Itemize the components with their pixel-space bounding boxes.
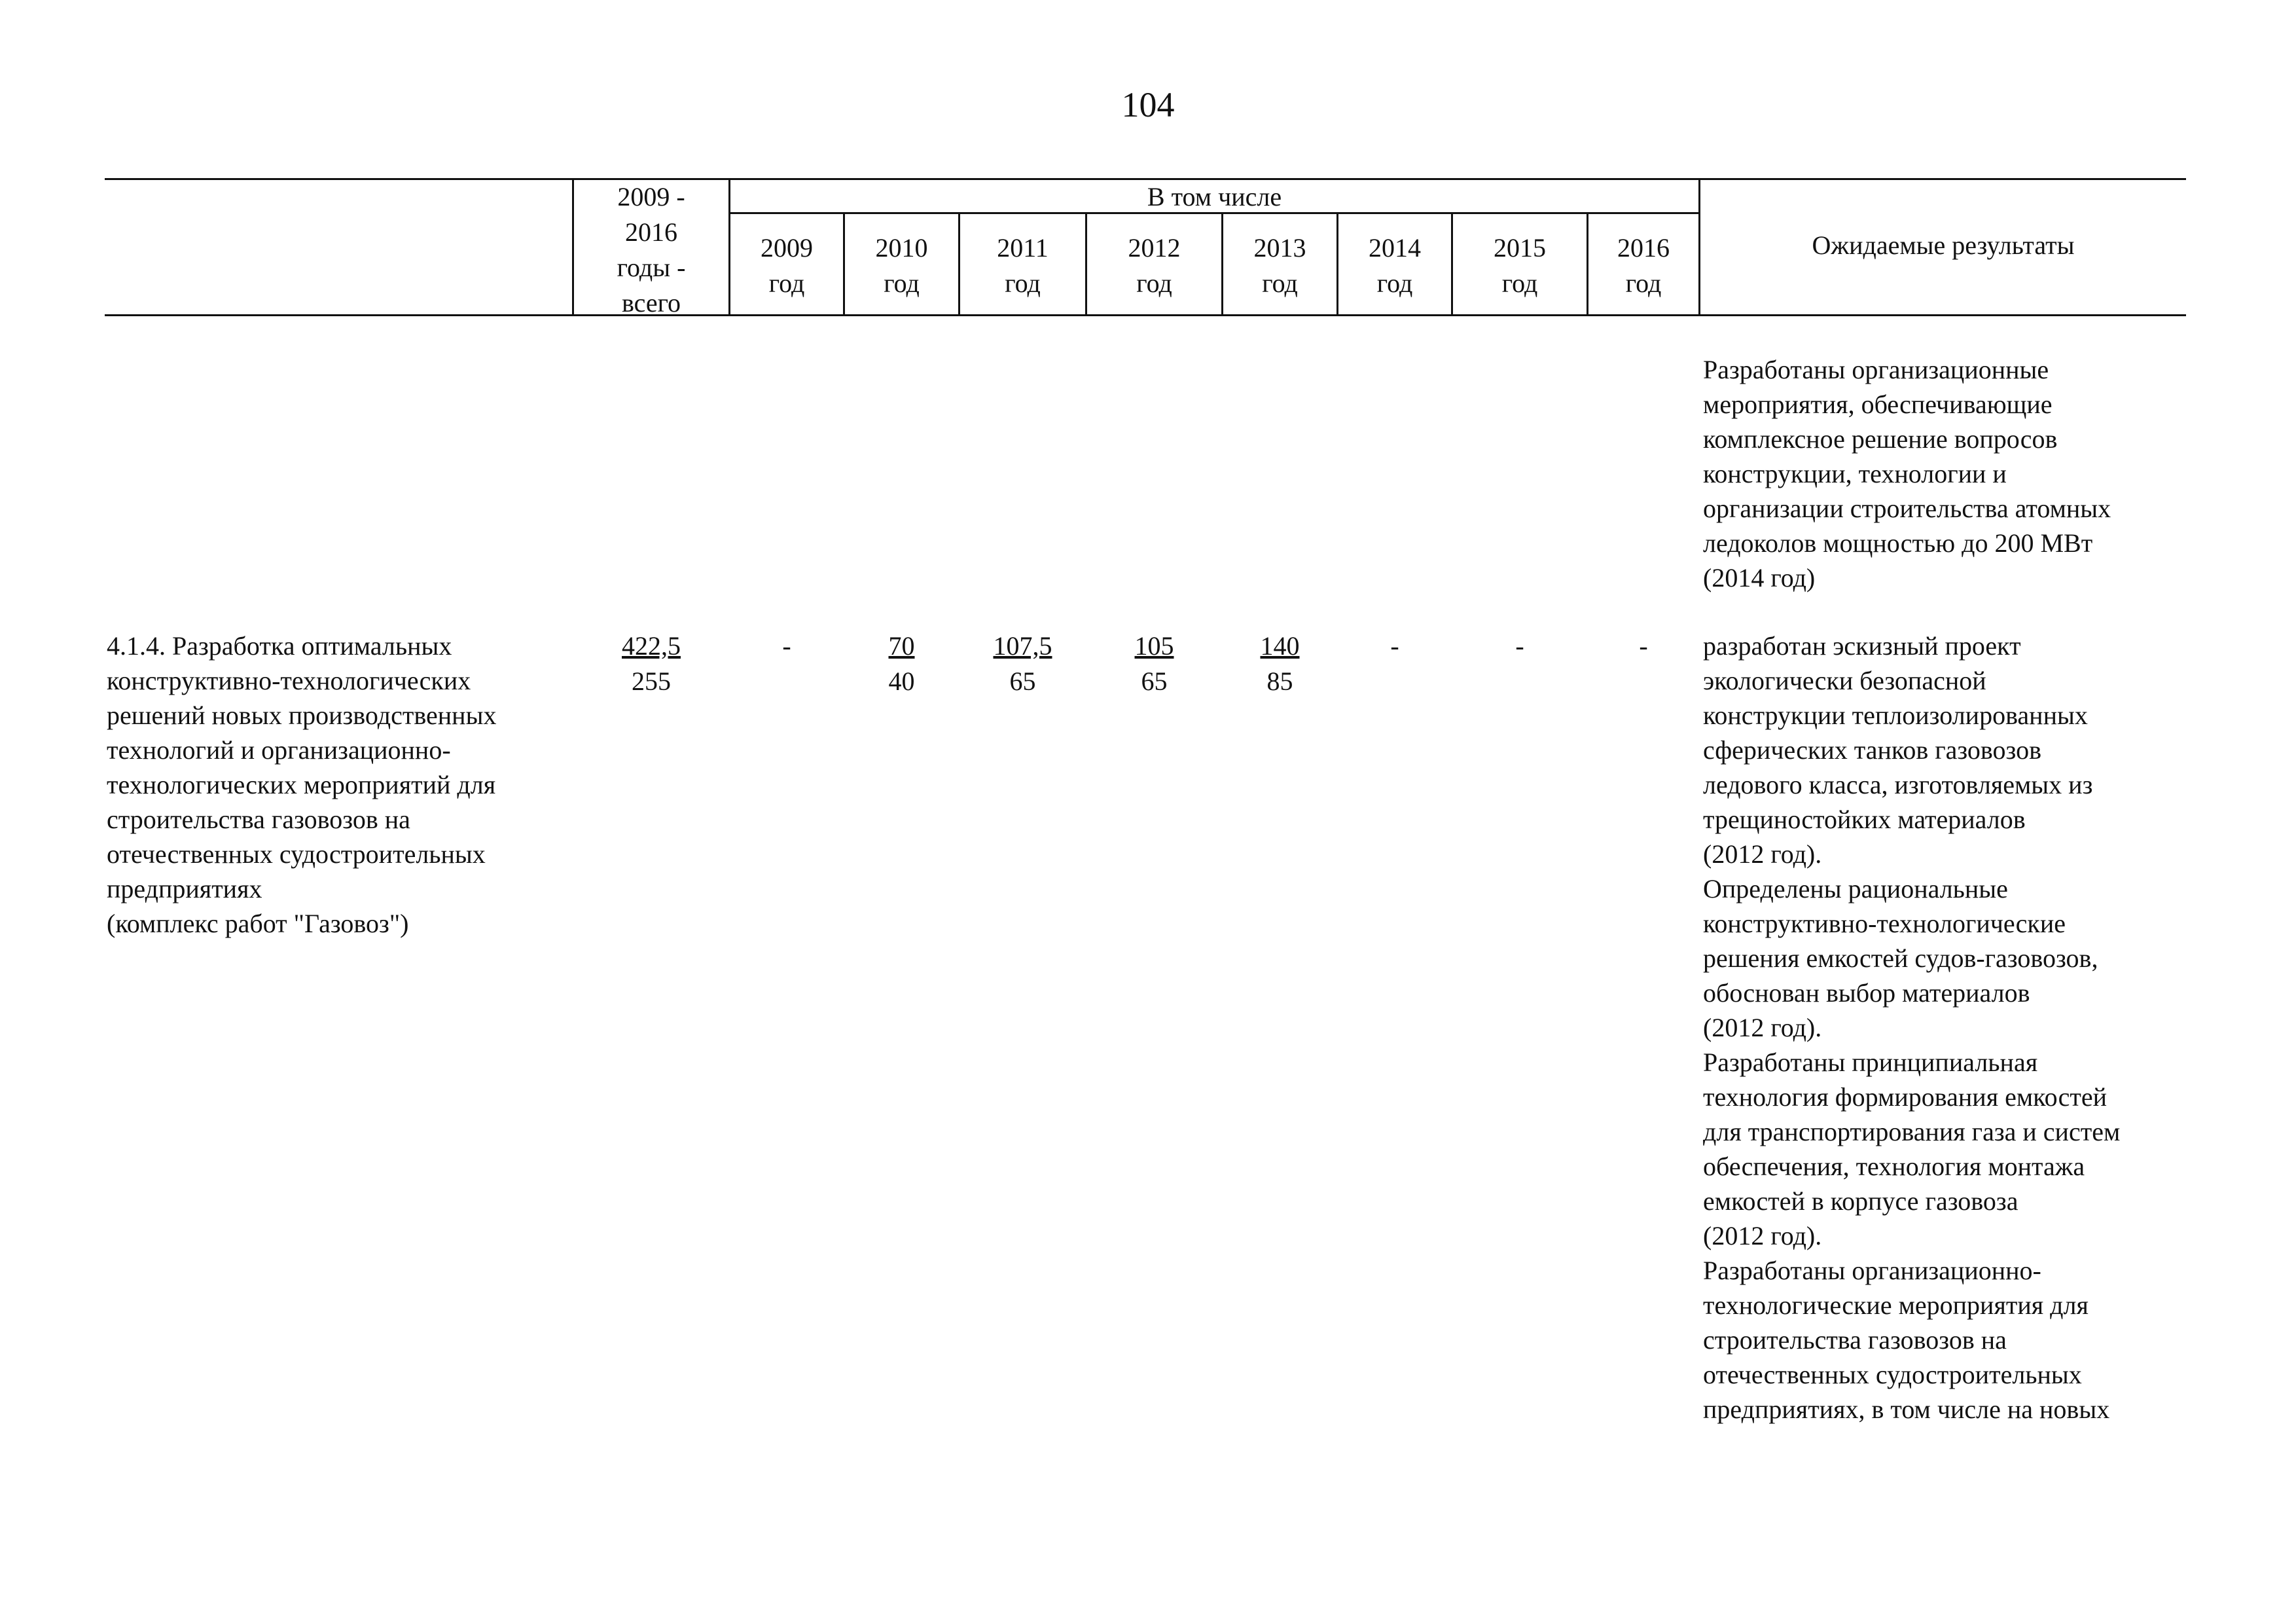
header-year-2011: 2011 год: [997, 233, 1049, 298]
value-2015: -: [1515, 631, 1524, 661]
value-2014: -: [1390, 631, 1399, 661]
value-2012: 105 65: [1134, 631, 1174, 696]
task-description: 4.1.4. Разработка оптимальных конструктивно-технологических решений новых производственных технологий и организационно- технологических мероприятий для строительства газовозов на отечественных судостроительных предприятиях (комплекс работ "Газовоз"): [107, 631, 497, 938]
value-2016: -: [1639, 631, 1648, 661]
table-header-bottom-rule: [105, 314, 2186, 316]
header-including: В том числе: [1147, 182, 1282, 211]
header-year-2016: 2016 год: [1617, 233, 1670, 298]
header-year-2012: 2012 год: [1128, 233, 1181, 298]
header-year-2009: 2009 год: [761, 233, 813, 298]
value-total: 422,5 255: [622, 631, 681, 696]
header-expected-results: Ожидаемые результаты: [1812, 230, 2075, 260]
value-2011: 107,5 65: [993, 631, 1052, 696]
previous-result-text: Разработаны организационные мероприятия, обеспечивающие комплексное решение вопросов конструкции, технологии и организации строительства атомных ледоколов мощностью до 200 МВт (2014 год): [1703, 355, 2111, 593]
page-number: 104: [1121, 85, 1175, 124]
header-year-2010: 2010 год: [875, 233, 928, 298]
header-year-2013: 2013 год: [1253, 233, 1306, 298]
expected-result-text: разработан эскизный проект экологически безопасной конструкции теплоизолированных сферических танков газовозов ледового класса, изготовляемых из трещиностойких материалов (2012 год). Определены рациональные конструктивно-технологические решения емкостей судов-газовозов, обоснован выбор материалов (2012 год). Разработаны принципиальная технология формирования емкостей для транспортирования газа и систем обеспечения, технология монтажа емкостей в корпусе газовоза (2012 год). Разработаны организационно- технологические мероприятия для строительства газовозов на отечественных судостроительных предприятиях, в том числе на новых: [1703, 631, 2121, 1424]
value-2010: 70 40: [888, 631, 915, 696]
header-year-2015: 2015 год: [1494, 233, 1546, 298]
header-total-period: 2009 - 2016 годы - всего: [617, 182, 686, 318]
header-year-2014: 2014 год: [1369, 233, 1421, 298]
value-2013: 140 85: [1260, 631, 1300, 696]
value-2009: -: [782, 631, 791, 661]
